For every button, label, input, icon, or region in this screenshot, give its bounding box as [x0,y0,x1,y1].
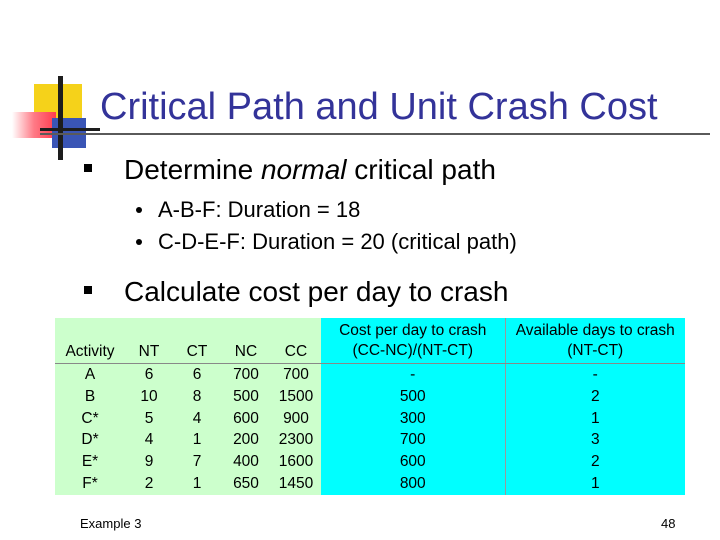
table-row [55,408,685,430]
cell-cost: 800 [321,473,505,495]
slide-title: Critical Path and Unit Crash Cost [100,86,658,128]
cell-avail: - [505,364,685,386]
cell-nc: 500 [221,386,271,408]
logo-vertical-line [58,76,63,160]
cell-ct: 4 [173,408,221,430]
header-cost-line1: Cost per day to crash [339,321,487,339]
table-row [55,451,685,473]
bullet-dot-icon [136,239,142,245]
header-nt: NT [125,318,173,364]
cell-ct: 7 [173,451,221,473]
cell-nt: 9 [125,451,173,473]
sub-bullet-cdef [158,229,517,255]
bullet-text-em: normal [260,154,347,185]
sub-bullet-text: C-D-E-F: Duration = 20 (critical path) [158,229,517,254]
cell-cost: 700 [321,429,505,451]
cell-ct: 1 [173,429,221,451]
bullet-text-pre: Determine [124,154,261,185]
cell-cc: 2300 [271,429,321,451]
cell-nt: 5 [125,408,173,430]
page-number: 48 [661,516,676,531]
header-row [55,318,685,364]
bullet-text: Calculate cost per day to crash [124,276,509,307]
crash-cost-table [55,318,685,495]
cell-cc: 1600 [271,451,321,473]
cell-nc: 700 [221,364,271,386]
logo-horizontal-line [40,128,100,131]
cell-avail: 3 [505,429,685,451]
cell-activity: F* [55,473,125,495]
cell-activity: A [55,364,125,386]
cell-nc: 650 [221,473,271,495]
cell-nt: 2 [125,473,173,495]
cell-activity: B [55,386,125,408]
header-nc: NC [221,318,271,364]
cell-nt: 4 [125,429,173,451]
slide-logo [0,0,120,170]
sub-bullet-text: A-B-F: Duration = 18 [158,197,361,222]
table-row [55,429,685,451]
sub-bullet-abf [158,197,360,223]
bullet-square-icon [84,164,92,172]
cell-nt: 6 [125,364,173,386]
cell-activity: D* [55,429,125,451]
cell-avail: 2 [505,451,685,473]
cell-ct: 1 [173,473,221,495]
cell-cc: 900 [271,408,321,430]
header-available-line2: (NT-CT) [567,341,624,359]
cell-cc: 700 [271,364,321,386]
cell-cost: - [321,364,505,386]
header-available-line1: Available days to crash [515,321,675,339]
cell-nc: 600 [221,408,271,430]
header-ct: CT [173,318,221,364]
table-row [55,364,685,386]
title-rule [40,133,710,135]
header-cost-line2: (CC-NC)/(NT-CT) [352,341,474,359]
cell-ct: 6 [173,364,221,386]
table-row [55,473,685,495]
cell-nc: 200 [221,429,271,451]
header-activity: Activity [55,318,125,364]
cell-avail: 1 [505,408,685,430]
cell-cost: 600 [321,451,505,473]
bullet-square-icon [84,286,92,294]
cell-activity: C* [55,408,125,430]
cell-cost: 500 [321,386,505,408]
cell-avail: 1 [505,473,685,495]
cell-cc: 1500 [271,386,321,408]
header-cc: CC [271,318,321,364]
bullet-text-post: critical path [346,154,496,185]
header-cost [321,318,505,364]
bullet-calculate [124,276,508,308]
cell-activity: E* [55,451,125,473]
cell-nc: 400 [221,451,271,473]
footer-example-label: Example 3 [80,516,142,531]
cell-nt: 10 [125,386,173,408]
header-available [505,318,685,364]
cell-ct: 8 [173,386,221,408]
bullet-dot-icon [136,207,142,213]
cell-avail: 2 [505,386,685,408]
table-row [55,386,685,408]
cell-cost: 300 [321,408,505,430]
cell-cc: 1450 [271,473,321,495]
bullet-determine [124,154,496,186]
